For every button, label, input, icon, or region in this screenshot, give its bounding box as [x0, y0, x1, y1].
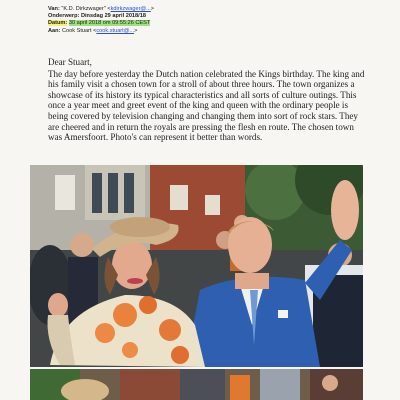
royal-couple-photo-art	[30, 165, 363, 367]
letter-greeting: Dear Stuart,	[48, 57, 92, 67]
second-photo-strip	[30, 369, 363, 400]
from-close: >	[150, 6, 155, 12]
to-value: Cook Stuart <	[62, 27, 97, 34]
from-email-link[interactable]: kdirkzwager@...	[110, 6, 151, 12]
from-label: Van:	[48, 6, 60, 12]
second-photo-art	[30, 369, 363, 400]
date-value: 30 april 2018 om 09:55:26 CEST	[68, 20, 151, 27]
from-value: "K.D. Dirkzwager" <	[61, 6, 111, 12]
to-close: >	[134, 27, 138, 34]
date-row	[48, 20, 348, 27]
letter-paragraph: The day before yesterday the Dutch nation celebrated the Kings birthday. The king and his family visit a chosen town for a stroll of about three hours. The town organizes a showcase of its history its typical characteristics and all sorts of culture outings. This once a year meet and greet event of the king and queen with the ordinary people is being covered by television changing and changing them into sort of rock stars. They are cheered and in return the royals are pressing the flesh en route. The chosen town was Amersfoort. Photo's can represent it better than words.	[48, 68, 365, 143]
royal-couple-photo	[30, 165, 363, 367]
subject-row	[48, 13, 348, 20]
to-row	[48, 28, 348, 35]
from-row	[48, 6, 348, 13]
subject-label: Onderwerp: Dinsdag 29 april 2018/18	[48, 13, 146, 20]
email-header	[48, 6, 348, 35]
to-email-link[interactable]: cook.stuart@...	[96, 27, 135, 34]
letter-body	[48, 57, 368, 143]
date-label: Datum:	[48, 20, 68, 27]
to-label: Aan:	[48, 27, 61, 34]
